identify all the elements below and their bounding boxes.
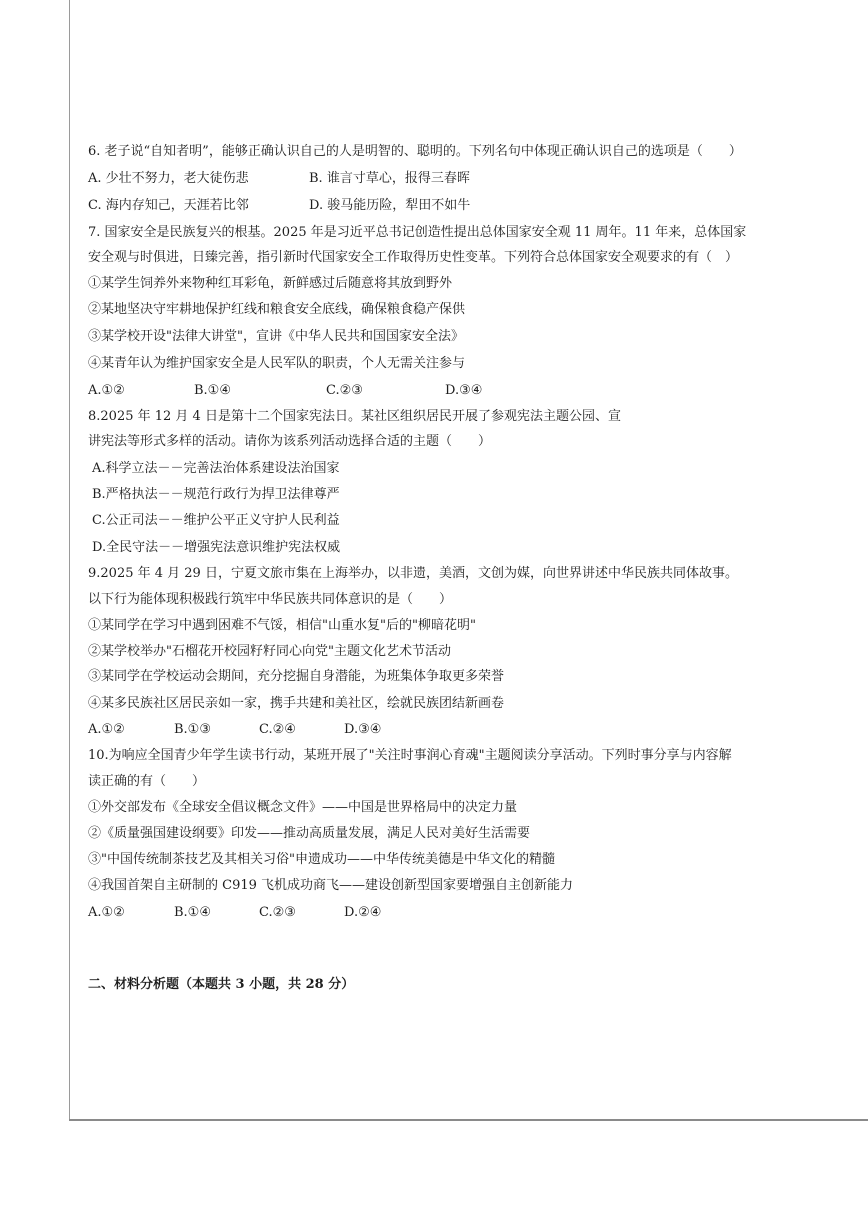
scan-page-edge-bottom <box>69 1119 868 1121</box>
q7-item-1: ①某学生饲养外来物种红耳彩龟，新鲜感过后随意将其放到野外 <box>88 276 453 291</box>
q9-item-3: ③某同学在学校运动会期间，充分挖掘自身潜能，为班集体争取更多荣誉 <box>88 669 505 684</box>
q9-option-b: B.①③ <box>174 722 211 737</box>
q10-option-a: A.①② <box>88 905 125 920</box>
q9-item-2: ②某学校举办"石榴花开校园籽籽同心向党"主题文化艺术节活动 <box>88 644 451 659</box>
q10-item-3: ③"中国传统制茶技艺及其相关习俗"申遗成功——中华传统美德是中华文化的精髓 <box>88 852 555 867</box>
q8-stem-line2: 讲宪法等形式多样的活动。请你为该系列活动选择合适的主题（ ） <box>88 434 492 449</box>
q8-option-d: D.全民守法－－增强宪法意识维护宪法权威 <box>92 540 341 555</box>
q9-stem-line2: 以下行为能体现积极践行筑牢中华民族共同体意识的是（ ） <box>88 592 453 607</box>
q10-item-2: ②《质量强国建设纲要》印发——推动高质量发展，满足人民对美好生活需要 <box>88 826 531 841</box>
section-2-title: 二、材料分析题（本题共 3 小题，共 28 分） <box>88 977 355 992</box>
q7-item-2: ②某地坚决守牢耕地保护红线和粮食安全底线，确保粮食稳产保供 <box>88 302 466 317</box>
q9-item-1: ①某同学在学习中遇到困难不气馁，相信"山重水复"后的"柳暗花明" <box>88 618 476 633</box>
q6-option-d: D. 骏马能历险，犁田不如牛 <box>309 198 471 213</box>
q7-stem-line2: 安全观与时俱进，日臻完善，指引新时代国家安全工作取得历史性变革。下列符合总体国家安全观要求的有（ ） <box>88 250 739 265</box>
q7-option-b: B.①④ <box>194 383 231 398</box>
q6-option-a: A. 少壮不努力，老大徒伤悲 <box>88 171 249 186</box>
q10-stem-line2: 读正确的有（ ） <box>88 774 206 789</box>
scan-page-edge-left <box>69 0 70 1120</box>
q8-option-a: A.科学立法－－完善法治体系建设法治国家 <box>92 461 340 476</box>
q10-item-1: ①外交部发布《全球安全倡议概念文件》——中国是世界格局中的决定力量 <box>88 800 518 815</box>
q7-option-d: D.③④ <box>445 383 483 398</box>
q7-option-c: C.②③ <box>326 383 363 398</box>
q7-item-3: ③某学校开设"法律大讲堂"，宣讲《中华人民共和国国家安全法》 <box>88 329 464 344</box>
q6-option-c: C. 海内存知己，天涯若比邻 <box>88 198 249 213</box>
q8-option-c: C.公正司法－－维护公平正义守护人民利益 <box>92 513 340 528</box>
q7-item-4: ④某青年认为维护国家安全是人民军队的职责，个人无需关注参与 <box>88 356 466 371</box>
q10-item-4: ④我国首架自主研制的 C919 飞机成功商飞——建设创新型国家要增强自主创新能力 <box>88 878 574 893</box>
q10-option-c: C.②③ <box>259 905 296 920</box>
q10-option-b: B.①④ <box>174 905 211 920</box>
q9-option-d: D.③④ <box>344 722 382 737</box>
q6-stem: 6. 老子说“自知者明”，能够正确认识自己的人是明智的、聪明的。下列名句中体现正确认识自己的选项是（ ） <box>88 144 742 159</box>
q7-stem-line1: 7. 国家安全是民族复兴的根基。2025 年是习近平总书记创造性提出总体国家安全观 11 周年。11 年来，总体国家 <box>88 225 747 240</box>
q6-option-b: B. 谁言寸草心，报得三春晖 <box>309 171 470 186</box>
q7-option-a: A.①② <box>88 383 125 398</box>
q9-option-c: C.②④ <box>259 722 296 737</box>
q9-stem-line1: 9.2025 年 4 月 29 日，宁夏文旅市集在上海举办，以非遗，美酒，文创为媒，向世界讲述中华民族共同体故事。 <box>88 566 738 581</box>
q10-stem-line1: 10.为响应全国青少年学生读书行动，某班开展了"关注时事润心育魂"主题阅读分享活动。下列时事分享与内容解 <box>88 748 732 763</box>
q9-option-a: A.①② <box>88 722 125 737</box>
q8-option-b: B.严格执法－－规范行政行为捍卫法律尊严 <box>92 487 340 502</box>
q10-option-d: D.②④ <box>344 905 382 920</box>
q9-item-4: ④某多民族社区居民亲如一家，携手共建和美社区，绘就民族团结新画卷 <box>88 696 505 711</box>
q8-stem-line1: 8.2025 年 12 月 4 日是第十二个国家宪法日。某社区组织居民开展了参观宪法主题公园、宣 <box>88 409 621 424</box>
